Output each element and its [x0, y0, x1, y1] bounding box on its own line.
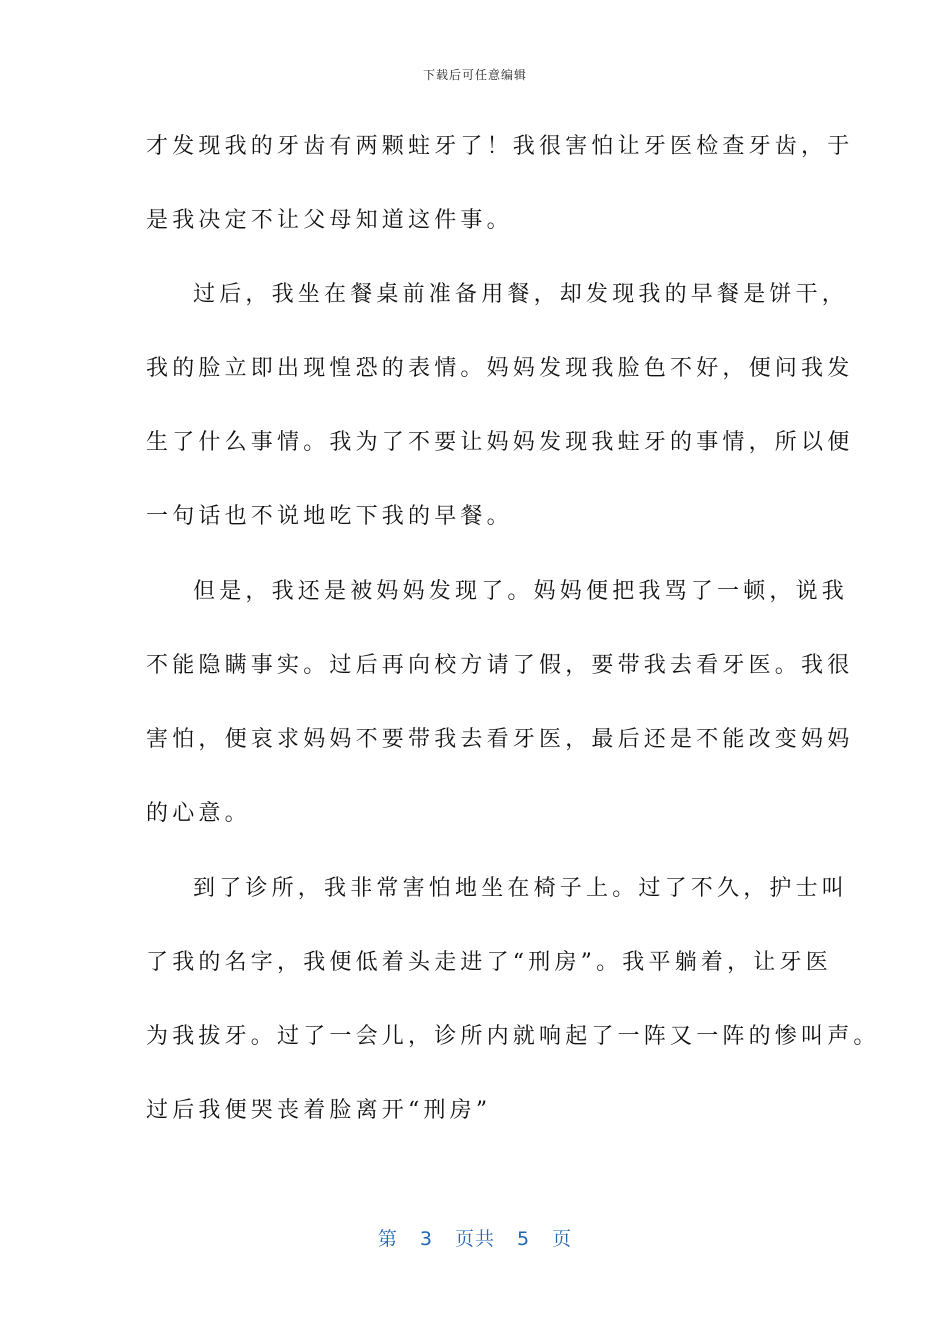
text-line: 过后我便哭丧着脸离开“刑房” [146, 1098, 492, 1123]
page-suffix: 页 [552, 1228, 573, 1250]
text-line: 我的脸立即出现惶恐的表情。妈妈发现我脸色不好，便问我发 [146, 356, 854, 381]
paragraph-start-line: 过后，我坐在餐桌前准备用餐，却发现我的早餐是饼干， [193, 282, 849, 307]
current-page-number: 3 [419, 1228, 433, 1250]
text-line: 一句话也不说地吃下我的早餐。 [146, 504, 513, 529]
text-line: 为我拔牙。过了一会儿，诊所内就响起了一阵又一阵的惨叫声。 [146, 1024, 880, 1049]
paragraph-start-line: 到了诊所，我非常害怕地坐在椅子上。过了不久，护士叫 [193, 876, 849, 901]
total-pages-number: 5 [517, 1228, 531, 1250]
text-line: 才发现我的牙齿有两颗蛀牙了！我很害怕让牙医检查牙齿，于 [146, 134, 854, 159]
page-number-footer [0, 1224, 950, 1251]
text-line: 的心意。 [146, 801, 251, 826]
text-line: 是我决定不让父母知道这件事。 [146, 208, 513, 233]
text-line: 生了什么事情。我为了不要让妈妈发现我蛀牙的事情，所以便 [146, 430, 854, 455]
paragraph-start-line: 但是，我还是被妈妈发现了。妈妈便把我骂了一顿，说我 [193, 579, 849, 604]
page-prefix: 第 [377, 1228, 398, 1250]
text-line: 害怕，便哀求妈妈不要带我去看牙医，最后还是不能改变妈妈 [146, 727, 854, 752]
text-line: 不能隐瞒事实。过后再向校方请了假，要带我去看牙医。我很 [146, 653, 854, 678]
page-middle: 页共 [454, 1228, 495, 1250]
page-header: 下载后可任意编辑 [422, 68, 527, 82]
text-line: 了我的名字，我便低着头走进了“刑房”。我平躺着，让牙医 [146, 950, 832, 975]
